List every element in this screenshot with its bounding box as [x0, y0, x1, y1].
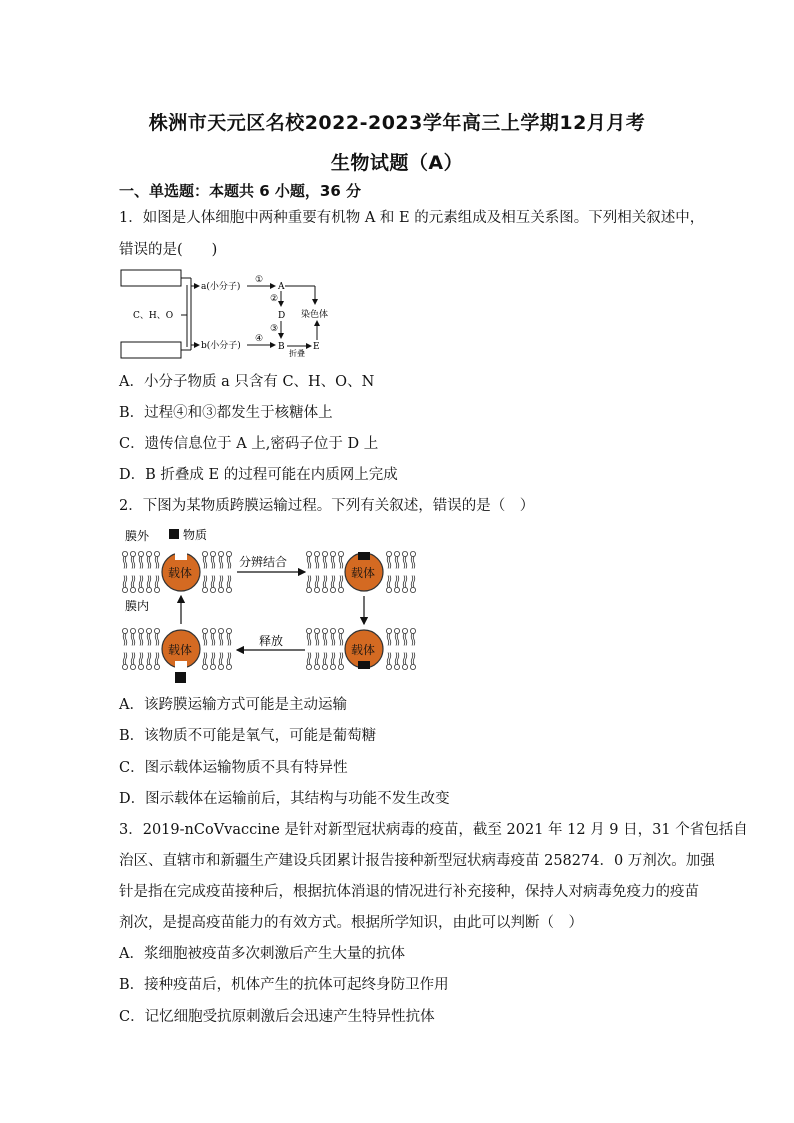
- q1-a-label: a(小分子): [201, 282, 241, 292]
- q1-elements-label: C、H、O: [133, 311, 174, 321]
- q1-step2: ②: [270, 294, 279, 304]
- membrane-top-left-lipid-top: [210, 551, 215, 568]
- q2-inside-label: 膜内: [125, 599, 150, 613]
- membrane-top-right-lipid-bottom: [394, 576, 399, 593]
- membrane-top-right-lipid-top: [338, 551, 343, 568]
- membrane-top-right-lipid-bottom: [306, 576, 311, 593]
- q2-substance-legend-square: [169, 529, 179, 539]
- membrane-top-left-lipid-bottom: [226, 576, 231, 593]
- q2-option-d: D．图示载体在运输前后，其结构与功能不发生改变: [119, 791, 450, 807]
- membrane-top-right-lipid-top: [394, 551, 399, 568]
- membrane-bottom-right-lipid-top: [322, 628, 327, 645]
- q1-bottom-box: [121, 342, 181, 358]
- membrane-top-left-lipid-bottom: [218, 576, 223, 593]
- membrane-top-right-lipid-bottom: [410, 576, 415, 593]
- q1-node-E: E: [313, 342, 320, 352]
- membrane-bottom-right-lipid-top: [394, 628, 399, 645]
- membrane-top-left-lipid-bottom: [210, 576, 215, 593]
- q2-stem: 2．下图为某物质跨膜运输过程。下列有关叙述，错误的是（ ）: [119, 498, 535, 514]
- q1-node-B: B: [278, 342, 285, 352]
- membrane-top-right-lipid-top: [330, 551, 335, 568]
- q1-stem-line2: 错误的是( ): [119, 242, 218, 258]
- membrane-bottom-right-lipid-bottom: [306, 653, 311, 670]
- membrane-top-right-lipid-bottom: [402, 576, 407, 593]
- membrane-bottom-left-lipid-top: [210, 628, 215, 645]
- membrane-top-left-lipid-top: [218, 551, 223, 568]
- q2-option-c: C．图示载体运输物质不具有特异性: [119, 760, 348, 776]
- q1-option-c: C．遗传信息位于 A 上,密码子位于 D 上: [119, 436, 379, 452]
- membrane-bottom-right-lipid-top: [338, 628, 343, 645]
- membrane-bottom-right-lipid-bottom: [402, 653, 407, 670]
- membrane-bottom-right-lipid-bottom: [410, 653, 415, 670]
- membrane-top-left-lipid-top: [202, 551, 207, 568]
- q3-option-b: B．接种疫苗后，机体产生的抗体可起终身防卫作用: [119, 977, 449, 993]
- membrane-top-left-lipid-top: [130, 551, 135, 568]
- q2-option-b: B．该物质不可能是氧气，可能是葡萄糖: [119, 728, 377, 744]
- q1-chromosome: 染色体: [301, 310, 329, 320]
- q3-option-c: C．记忆细胞受抗原刺激后会迅速产生特异性抗体: [119, 1009, 435, 1025]
- q1-stem-line1: 1．如图是人体细胞中两种重要有机物 A 和 E 的元素组成及相互关系图。下列相关叙述中，: [119, 210, 705, 226]
- membrane-top-right-lipid-bottom: [386, 576, 391, 593]
- membrane-top-left-lipid-top: [146, 551, 151, 568]
- membrane-bottom-left-lipid-bottom: [218, 653, 223, 670]
- membrane-bottom-left-lipid-bottom: [154, 653, 159, 670]
- membrane-bottom-left-lipid-bottom: [122, 653, 127, 670]
- q3-stem-line2: 治区、直辖市和新疆生产建设兵团累计报告接种新型冠状病毒疫苗 258274．0 万剂次。加强: [119, 853, 715, 869]
- membrane-bottom-right-lipid-top: [314, 628, 319, 645]
- q2-carrier-2: [345, 552, 383, 591]
- membrane-bottom-left-lipid-bottom: [202, 653, 207, 670]
- q2-option-a: A．该跨膜运输方式可能是主动运输: [119, 697, 347, 713]
- q1-step3: ③: [270, 324, 279, 334]
- q1-top-box: [121, 270, 181, 286]
- membrane-top-right-lipid-top: [314, 551, 319, 568]
- q3-stem-line4: 剂次，是提高疫苗能力的有效方式。根据所学知识，由此可以判断（ ）: [119, 915, 583, 931]
- membrane-top-right-lipid-bottom: [338, 576, 343, 593]
- membrane-bottom-left-lipid-top: [226, 628, 231, 645]
- membrane-bottom-right-lipid-top: [410, 628, 415, 645]
- membrane-bottom-left-lipid-bottom: [210, 653, 215, 670]
- membrane-bottom-right-lipid-bottom: [330, 653, 335, 670]
- membrane-top-left-lipid-bottom: [146, 576, 151, 593]
- membrane-bottom-left-lipid-top: [130, 628, 135, 645]
- q2-substance-label: 物质: [183, 528, 208, 542]
- membrane-bottom-left-lipid-top: [146, 628, 151, 645]
- membrane-bottom-left-lipid-top: [122, 628, 127, 645]
- membrane-bottom-left-lipid-bottom: [146, 653, 151, 670]
- q1-node-A: A: [278, 282, 285, 292]
- q2-bind-label: 分辨结合: [239, 555, 288, 569]
- membrane-top-right-lipid-bottom: [314, 576, 319, 593]
- membrane-top-left-lipid-bottom: [202, 576, 207, 593]
- q1-option-d: D．B 折叠成 E 的过程可能在内质网上完成: [119, 467, 398, 483]
- membrane-top-left-lipid-top: [226, 551, 231, 568]
- membrane-bottom-left-lipid-bottom: [226, 653, 231, 670]
- membrane-top-left-lipid-bottom: [154, 576, 159, 593]
- membrane-bottom-left-lipid-top: [202, 628, 207, 645]
- membrane-top-left-lipid-bottom: [122, 576, 127, 593]
- q1-option-a: A．小分子物质 a 只含有 C、H、O、N: [119, 374, 375, 390]
- q2-carrier-1: [162, 552, 200, 591]
- membrane-bottom-left-lipid-bottom: [138, 653, 143, 670]
- q3-stem-line1: 3．2019-nCoVvaccine 是针对新型冠状病毒的疫苗，截至 2021 年 12 月 9 日，31 个省包括自: [119, 822, 748, 838]
- membrane-top-right-lipid-top: [410, 551, 415, 568]
- q1-step4: ④: [255, 334, 264, 344]
- membrane-bottom-right-lipid-top: [330, 628, 335, 645]
- membrane-bottom-right-lipid-top: [402, 628, 407, 645]
- membrane-bottom-left-lipid-bottom: [130, 653, 135, 670]
- q2-carrier-3: [345, 630, 383, 669]
- exam-subtitle: 生物试题（A）: [330, 152, 464, 174]
- q2-carrier-4: [162, 630, 200, 683]
- q1-b-label: b(小分子): [201, 341, 241, 351]
- q1-node-D: D: [278, 311, 286, 321]
- membrane-bottom-left-lipid-top: [218, 628, 223, 645]
- membrane-bottom-right-lipid-bottom: [338, 653, 343, 670]
- membrane-top-right-lipid-top: [402, 551, 407, 568]
- q2-carrier-4-label: 载体: [168, 643, 193, 657]
- q2-carrier-3-label: 载体: [351, 643, 376, 657]
- q2-outside-label: 膜外: [125, 529, 150, 543]
- membrane-bottom-right-lipid-bottom: [322, 653, 327, 670]
- membrane-bottom-right-lipid-top: [306, 628, 311, 645]
- membrane-top-right-lipid-bottom: [330, 576, 335, 593]
- q1-fold-label: 折叠: [289, 349, 305, 358]
- q1-option-b: B．过程④和③都发生于核糖体上: [119, 405, 333, 421]
- exam-title: 株洲市天元区名校2022-2023学年高三上学期12月月考: [148, 112, 646, 134]
- membrane-top-right-lipid-bottom: [322, 576, 327, 593]
- membrane-bottom-right-lipid-bottom: [394, 653, 399, 670]
- section-heading: 一、单选题：本题共 6 小题，36 分: [119, 182, 361, 200]
- membrane-top-left-lipid-bottom: [130, 576, 135, 593]
- q2-release-label: 释放: [259, 634, 284, 648]
- membrane-bottom-left-lipid-top: [138, 628, 143, 645]
- membrane-top-right-lipid-top: [322, 551, 327, 568]
- membrane-top-right-lipid-top: [386, 551, 391, 568]
- q2-carrier-1-label: 载体: [168, 566, 193, 580]
- q3-stem-line3: 针是指在完成疫苗接种后，根据抗体消退的情况进行补充接种，保持人对病毒免疫力的疫苗: [119, 884, 699, 900]
- membrane-top-left-lipid-top: [138, 551, 143, 568]
- q2-carrier-2-label: 载体: [351, 566, 376, 580]
- q1-diagram: [119, 268, 349, 360]
- q1-step1: ①: [255, 275, 264, 285]
- membrane-bottom-left-lipid-top: [154, 628, 159, 645]
- q3-option-a: A．浆细胞被疫苗多次刺激后产生大量的抗体: [119, 946, 405, 962]
- membrane-top-left-lipid-top: [154, 551, 159, 568]
- q2-diagram: [119, 524, 429, 686]
- membrane-top-left-lipid-top: [122, 551, 127, 568]
- membrane-top-left-lipid-bottom: [138, 576, 143, 593]
- membrane-bottom-right-lipid-bottom: [314, 653, 319, 670]
- membrane-top-right-lipid-top: [306, 551, 311, 568]
- q2-released-substance: [175, 672, 186, 683]
- membrane-bottom-right-lipid-bottom: [386, 653, 391, 670]
- membrane-bottom-right-lipid-top: [386, 628, 391, 645]
